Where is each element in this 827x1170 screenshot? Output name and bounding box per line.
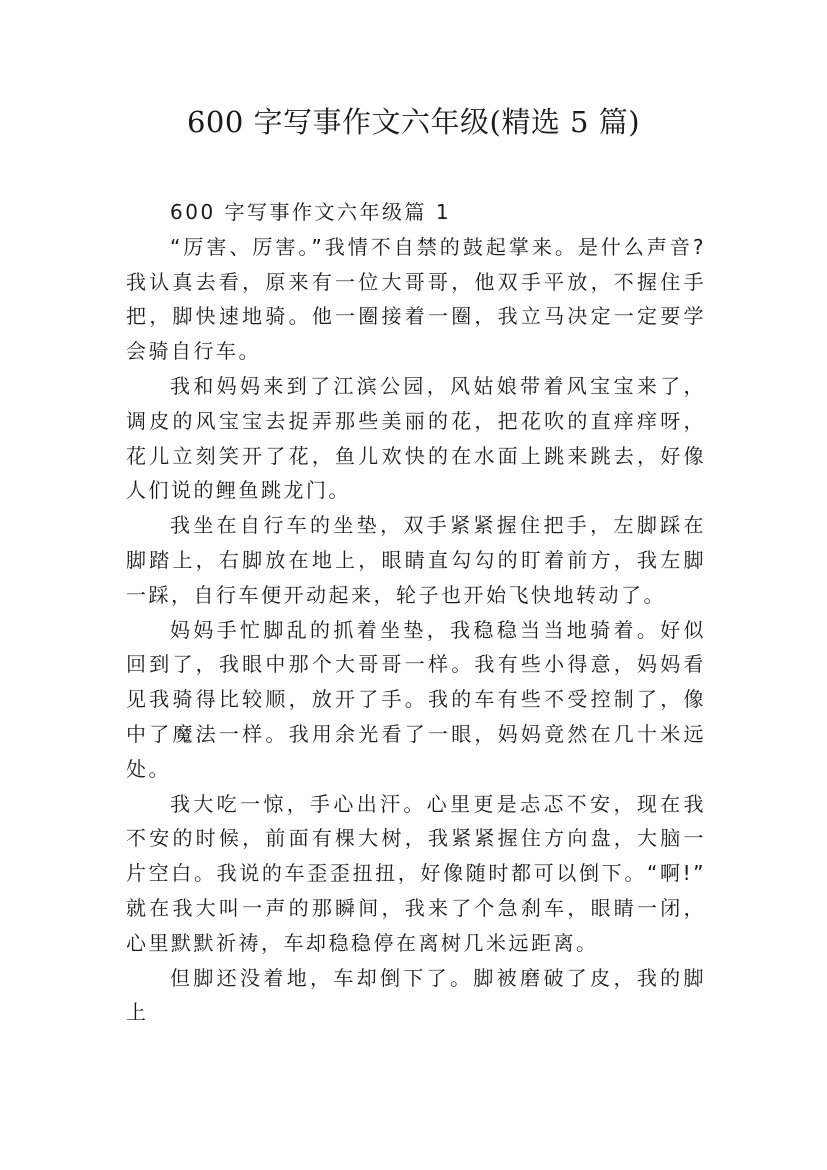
paragraph-3: 我坐在自行车的坐垫，双手紧紧握住把手，左脚踩在脚踏上，右脚放在地上，眼睛直勾勾的盯着前方，我左脚一踩，自行车便开动起来，轮子也开始飞快地转动了。 [126, 513, 706, 607]
paragraph-2: 我和妈妈来到了江滨公园，风姑娘带着风宝宝来了，调皮的风宝宝去捉弄那些美丽的花，把花吹的直痒痒呀，花儿立刻笑开了花，鱼儿欢快的在水面上跳来跳去，好像人们说的鲤鱼跳龙门。 [126, 373, 706, 503]
document-body [126, 195, 706, 1030]
section-heading: 600 字写事作文六年级篇 1 [170, 200, 452, 224]
paragraph-5: 我大吃一惊，手心出汗。心里更是忐忑不安，现在我不安的时候，前面有棵大树，我紧紧握住方向盘，大脑一片空白。我说的车歪歪扭扭，好像随时都可以倒下。“啊!”就在我大叫一声的那瞬间，我来了个急刹车，眼睛一闭，心里默默祈祷，车却稳稳停在离树几米远距离。 [126, 791, 706, 955]
paragraph-1: “厉害、厉害。”我情不自禁的鼓起掌来。是什么声音?我认真去看，原来有一位大哥哥，他双手平放，不握住手把，脚快速地骑。他一圈接着一圈，我立马决定一定要学会骑自行车。 [126, 234, 706, 364]
paragraph-6: 但脚还没着地，车却倒下了。脚被磨破了皮，我的脚上 [126, 965, 706, 1025]
paragraph-4: 妈妈手忙脚乱的抓着坐垫，我稳稳当当地骑着。好似回到了，我眼中那个大哥哥一样。我有些小得意，妈妈看见我骑得比较顺，放开了手。我的车有些不受控制了，像中了魔法一样。我用余光看了一眼，妈妈竟然在几十米远处。 [126, 617, 706, 781]
document-title: 600 字写事作文六年级(精选 5 篇) [186, 105, 641, 139]
